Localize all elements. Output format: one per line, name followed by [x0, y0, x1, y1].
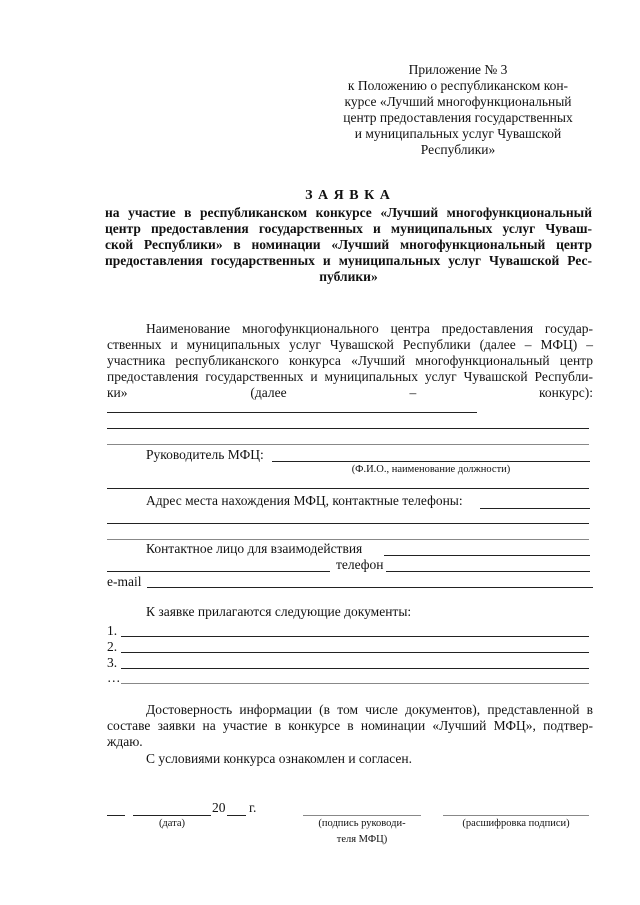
address-field-line-2[interactable]	[107, 523, 589, 524]
sign-caption	[293, 818, 431, 846]
intro-line: ственных и муниципальных услуг Чувашской Республики (далее – МФЦ) –	[107, 337, 593, 352]
appendix-line: Приложение № 3	[408, 62, 508, 77]
date-year-suffix: г.	[249, 800, 257, 815]
docs-item-number: 3.	[107, 655, 118, 670]
email-label: e-mail	[107, 574, 142, 589]
appendix-line: курсе «Лучший многофункциональный	[344, 94, 572, 109]
appendix-line: Республики»	[420, 142, 496, 157]
sign-caption-line: (подпись руководи-	[318, 818, 406, 829]
decode-caption: (расшифровка подписи)	[462, 818, 570, 829]
intro-word: –	[409, 385, 417, 400]
date-caption: (дата)	[158, 818, 186, 829]
reliability-line: ждаю.	[107, 734, 143, 749]
address-label: Адрес места нахождения МФЦ, контактные телефоны:	[146, 493, 463, 508]
subtitle-line: ской Республики» в номинации «Лучший многофункциональный центр	[105, 237, 592, 252]
docs-item-line-4[interactable]	[121, 683, 589, 684]
date-year-line[interactable]	[227, 815, 246, 816]
reliability-paragraph	[107, 702, 593, 750]
agree-statement: С условиями конкурса ознакомлен и согласен.	[146, 751, 413, 766]
phone-label: телефон	[336, 557, 384, 572]
address-field-line-3[interactable]	[107, 539, 589, 540]
docs-item-line-1[interactable]	[121, 636, 589, 637]
docs-item-line-3[interactable]	[121, 668, 589, 669]
intro-word: ки»	[107, 385, 128, 400]
reliability-line: Достоверность информации (в том числе документов), представленной в	[146, 702, 593, 717]
document-title: З А Я В К А	[305, 188, 391, 203]
name-field-line-3[interactable]	[107, 444, 589, 445]
intro-line: участника республиканского конкурса «Лучший многофункциональный центр	[107, 353, 593, 368]
email-field-line[interactable]	[147, 587, 593, 588]
phone-field-line[interactable]	[386, 571, 590, 572]
date-year-prefix: 20	[212, 800, 226, 815]
appendix-line: и муниципальных услуг Чувашской	[354, 126, 562, 141]
appendix-block	[325, 62, 591, 158]
contact-field-line[interactable]	[384, 555, 590, 556]
head-caption: (Ф.И.О., наименование должности)	[351, 464, 511, 475]
appendix-line: к Положению о республиканском кон-	[347, 78, 569, 93]
intro-word: (далее	[250, 385, 287, 400]
docs-item-number: 2.	[107, 639, 118, 654]
docs-item-number: …	[107, 670, 121, 685]
subtitle-line: предоставления государственных и муниципальных услуг Чувашской Рес-	[105, 253, 592, 268]
subtitle-line: публики»	[319, 269, 378, 284]
contact-field-line-2[interactable]	[107, 571, 330, 572]
sign-line[interactable]	[303, 815, 421, 816]
subtitle-line: на участие в республиканском конкурсе «Лучший многофункциональный	[105, 205, 592, 220]
name-field-line-1[interactable]	[107, 412, 477, 413]
docs-item-line-2[interactable]	[121, 652, 589, 653]
head-field-line-2[interactable]	[107, 488, 589, 489]
intro-paragraph	[107, 321, 593, 401]
subtitle-line: центр предоставления государственных и муниципальных услуг Чуваш-	[105, 221, 592, 236]
address-field-line-1[interactable]	[480, 508, 590, 509]
head-field-line[interactable]	[272, 461, 590, 462]
contact-label: Контактное лицо для взаимодействия	[146, 541, 363, 556]
intro-line: Наименование многофункционального центра предоставления государ-	[146, 321, 593, 336]
sign-caption-line: теля МФЦ)	[336, 834, 388, 845]
appendix-line: центр предоставления государственных	[343, 110, 573, 125]
intro-word: конкурс):	[539, 385, 593, 400]
docs-item-number: 1.	[107, 623, 118, 638]
intro-line: предоставления государственных и муниципальных услуг Чувашской Республи-	[107, 369, 593, 384]
docs-label: К заявке прилагаются следующие документы:	[146, 604, 412, 619]
name-field-line-2[interactable]	[107, 428, 589, 429]
head-label: Руководитель МФЦ:	[146, 447, 264, 462]
decode-line[interactable]	[443, 815, 589, 816]
document-subtitle	[105, 205, 592, 285]
date-day-line[interactable]	[107, 815, 125, 816]
intro-last-line	[107, 385, 593, 401]
reliability-line: составе заявки на участие в конкурсе в номинации «Лучший МФЦ», подтвер-	[107, 718, 593, 733]
date-month-line[interactable]	[133, 815, 211, 816]
